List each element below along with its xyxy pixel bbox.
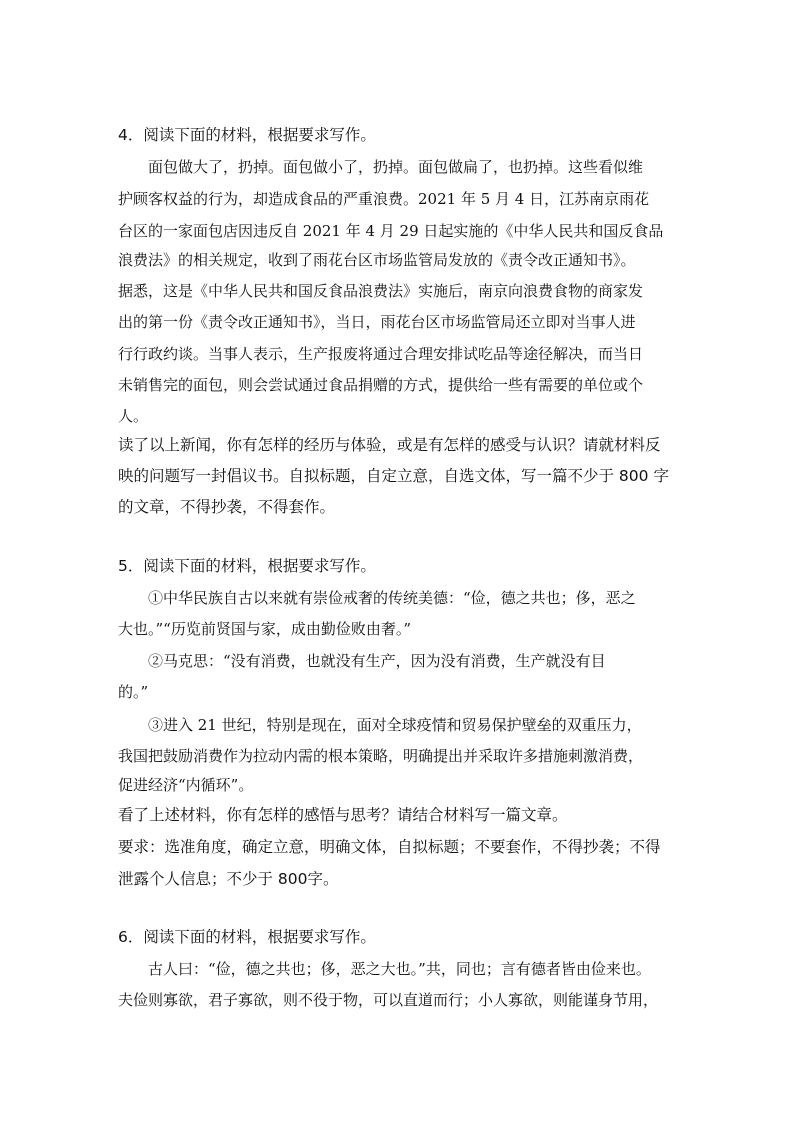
question-5-material-line: ③进入 21 世纪，特别是现在，面对全球疫情和贸易保护壁垒的双重压力，	[148, 716, 642, 734]
question-6-material-line: 古人曰：“俭，德之共也；侈，恶之大也。”共，同也；言有德者皆由俭来也。	[148, 960, 651, 978]
question-5-material-line: 我国把鼓励消费作为拉动内需的根本策略，明确提出并采取许多措施刺激消费，	[118, 747, 644, 765]
question-4-material-line: 未销售完的面包，则会尝试通过食品捐赠的方式，提供给一些有需要的单位或个	[118, 376, 644, 394]
question-6-heading: 6．阅读下面的材料，根据要求写作。	[118, 928, 376, 946]
question-5-material-line: ②马克思：“没有消费，也就没有生产，因为没有消费，生产就没有目	[148, 652, 606, 670]
question-5-task-line: 看了上述材料，你有怎样的感悟与思考？请结合材料写一篇文章。	[118, 806, 568, 824]
question-4-material-line: 出的第一份《责令改正通知书》，当日，雨花台区市场监管局还立即对当事人进	[118, 313, 636, 331]
question-5-material-line: 的。”	[118, 683, 149, 701]
question-4-material-line: 面包做大了，扔掉。面包做小了，扔掉。面包做扁了，也扔掉。这些看似维	[148, 158, 644, 176]
question-5-heading: 5．阅读下面的材料，根据要求写作。	[118, 557, 376, 575]
question-4-task-line: 读了以上新闻，你有怎样的经历与体验，或是有怎样的感受与认识？请就材料反	[118, 436, 661, 454]
question-4-material-line: 人。	[118, 407, 149, 425]
question-4-task-line: 的文章，不得抄袭，不得套作。	[118, 498, 336, 516]
question-4-material-line: 行行政约谈。当事人表示，生产报废将通过合理安排试吃品等途径解决，而当日	[118, 345, 644, 363]
question-5-task-line: 泄露个人信息；不少于 800字。	[118, 870, 339, 888]
question-5-material-line: 促进经济“内循环”。	[118, 776, 254, 794]
question-4-material-line: 据悉，这是《中华人民共和国反食品浪费法》实施后，南京向浪费食物的商家发	[118, 282, 644, 300]
question-5-material-line: ①中华民族自古以来就有崇俭戒奢的传统美德：“俭，德之共也；侈，恶之	[148, 589, 636, 607]
question-4-heading: 4．阅读下面的材料，根据要求写作。	[118, 126, 376, 144]
question-4-material-line: 台区的一家面包店因违反自 2021 年 4 月 29 日起实施的《中华人民共和国反食品	[118, 222, 664, 240]
question-5-material-line: 大也。”“历览前贤国与家，成由勤俭败由奢。”	[118, 620, 412, 638]
question-6-material-line: 夫俭则寡欲，君子寡欲，则不役于物，可以直道而行；小人寡欲，则能谨身节用，	[118, 991, 659, 1009]
question-5-task-line: 要求：选准角度，确定立意，明确文体，自拟标题；不要套作，不得抄袭；不得	[118, 838, 661, 856]
question-4-task-line: 映的问题写一封倡议书。自拟标题，自定立意，自选文体，写一篇不少于 800 字	[118, 467, 669, 485]
question-4-material-line: 浪费法》的相关规定，收到了雨花台区市场监管局发放的《责令改正通知书》。	[118, 251, 636, 269]
question-4-material-line: 护顾客权益的行为，却造成食品的严重浪费。2021 年 5 月 4 日，江苏南京雨花	[118, 190, 650, 208]
